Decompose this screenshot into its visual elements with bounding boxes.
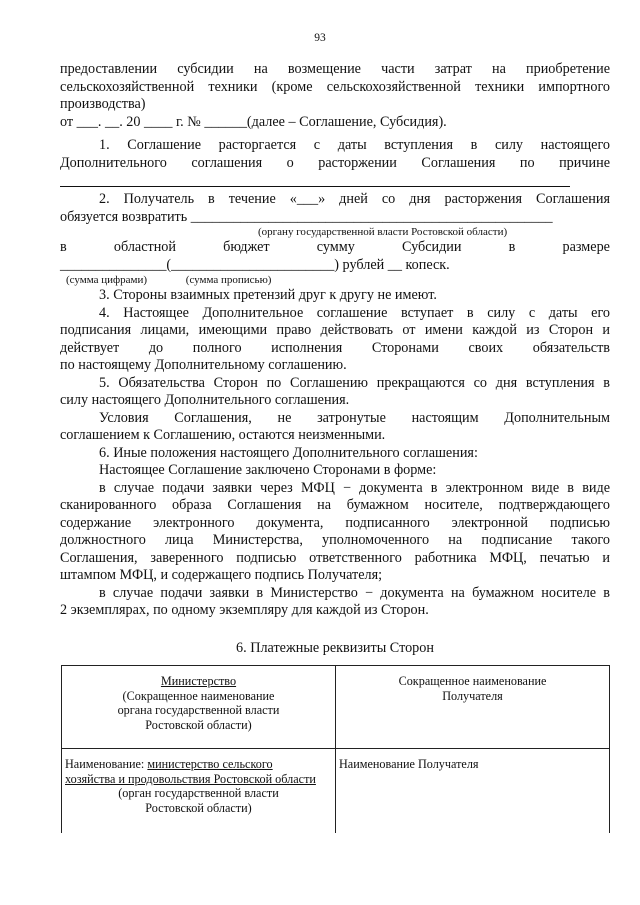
clause-6-line-2: Настоящее Соглашение заключено Сторонами в форме: bbox=[99, 462, 437, 478]
caption-digits: (сумма цифрами) bbox=[66, 274, 148, 286]
ministry-sub-3: Ростовской области) bbox=[145, 717, 252, 732]
clause-2-line-4: _______________(_______________________) рублей __ копеск. bbox=[60, 256, 450, 273]
word-1: в bbox=[60, 239, 67, 255]
intro-line-3: производства) bbox=[60, 96, 146, 112]
section-title: 6. Платежные реквизиты Сторон bbox=[236, 639, 434, 656]
clause-2-line-2: обязуется возвратить ___________________________________________________ bbox=[60, 208, 553, 225]
word-7: размере bbox=[562, 239, 610, 255]
clause-3: 3. Стороны взаимных претензий друг к другу не имеют. bbox=[99, 287, 437, 303]
clause-1-line-2: Дополнительного соглашения о расторжении Соглашения по причине bbox=[60, 154, 610, 171]
name-prefix: Наименование: bbox=[65, 757, 148, 771]
recipient-head-2: Получателя bbox=[442, 688, 503, 703]
header-cell-ministry bbox=[62, 666, 336, 749]
mfc-line-4: должностного лица Министерства, уполномоченного на подписание такого bbox=[60, 532, 610, 548]
clause-2-line-1: 2. Получатель в течение «___» дней со дня расторжения Соглашения bbox=[99, 191, 610, 207]
recipient-head-1: Сокращенное наименование bbox=[398, 674, 547, 688]
word-2: областной bbox=[113, 239, 176, 255]
intro-line-1: предоставлении субсидии на возмещение части затрат на приобретение bbox=[60, 61, 610, 77]
ministry-line-1: в случае подачи заявки в Министерство − документа на бумажном носителе в bbox=[99, 584, 610, 601]
ministry-name-cell bbox=[62, 749, 336, 834]
recipient-name: Наименование Получателя bbox=[339, 757, 479, 771]
clause-4-line-2: подписания лицами, имеющими право действовать от имени каждой из Сторон и bbox=[60, 322, 610, 338]
header-cell-recipient bbox=[336, 666, 610, 749]
mfc-line-6: штампом МФЦ, и содержащего подпись Получателя; bbox=[60, 567, 383, 583]
clause-5-line-4: соглашением к Соглашению, остаются неизменными. bbox=[60, 427, 386, 443]
ministry-sub-1: (Сокращенное наименование bbox=[122, 688, 275, 703]
clause-5-line-3: Условия Соглашения, не затронутые настоящим Дополнительным bbox=[99, 409, 610, 426]
table-row bbox=[62, 749, 610, 834]
mfc-line-2: сканированного образа Соглашения на бумажном носителе, подтверждающего bbox=[60, 497, 610, 513]
document-body bbox=[60, 61, 610, 657]
word-6: в bbox=[508, 239, 516, 255]
ministry-line-2: 2 экземплярах, по одному экземпляру для каждой из Сторон. bbox=[60, 602, 429, 618]
clause-4-line-1: 4. Настоящее Дополнительное соглашение вступает в силу с даты его bbox=[99, 304, 610, 321]
table-header-row bbox=[62, 666, 610, 749]
mfc-line-1: в случае подачи заявки через МФЦ − документа в электронном виде в виде bbox=[99, 479, 610, 496]
ministry-sub-2: органа государственной власти bbox=[117, 703, 280, 717]
mfc-line-3: содержание электронного документа, подписанного электронной подписью bbox=[60, 514, 610, 531]
ministry-name-2: хозяйства и продовольствия Ростовской области bbox=[65, 771, 316, 786]
caption-authority: (органу государственной власти Ростовской области) bbox=[258, 226, 508, 238]
ministry-name-sub-2: Ростовской области) bbox=[145, 800, 252, 815]
word-4: сумму bbox=[316, 239, 355, 255]
blank-reason-line bbox=[60, 172, 570, 187]
recipient-name-cell bbox=[336, 749, 610, 834]
clause-5-line-1: 5. Обязательства Сторон по Соглашению прекращаются со дня вступления в bbox=[99, 374, 610, 391]
intro-line-4: от ___. __. 20 ____ г. № ______(далее – Соглашение, Субсидия). bbox=[60, 113, 447, 130]
ministry-name-line bbox=[65, 757, 332, 772]
clause-6-line-1: 6. Иные положения настоящего Дополнительного соглашения: bbox=[99, 444, 478, 461]
mfc-line-5: Соглашения, заверенного подписью ответственного работника МФЦ, печатью и bbox=[60, 549, 610, 566]
ministry-title: Министерство bbox=[160, 674, 237, 688]
payment-details-table bbox=[61, 665, 610, 833]
intro-line-2: сельскохозяйственной техники (кроме сельскохозяйственной техники импортного bbox=[60, 78, 610, 95]
page-number: 93 bbox=[314, 32, 326, 44]
clause-1-line-1: 1. Соглашение расторгается с даты вступления в силу настоящего bbox=[99, 137, 610, 153]
clause-5-line-2: силу настоящего Дополнительного соглашения. bbox=[60, 392, 350, 408]
ministry-name-sub-1: (орган государственной власти bbox=[118, 786, 279, 800]
clause-4-line-4: по настоящему Дополнительному соглашению. bbox=[60, 357, 347, 373]
caption-words: (сумма прописью) bbox=[185, 274, 272, 286]
ministry-name-1: министерство сельского bbox=[147, 757, 273, 771]
word-3: бюджет bbox=[223, 239, 270, 255]
clause-2-line-3 bbox=[60, 239, 610, 257]
clause-4-line-3: действует до полного исполнения Сторонами своих обязательств bbox=[60, 339, 610, 356]
amount-captions bbox=[60, 274, 610, 287]
word-5: Субсидии bbox=[401, 239, 462, 255]
